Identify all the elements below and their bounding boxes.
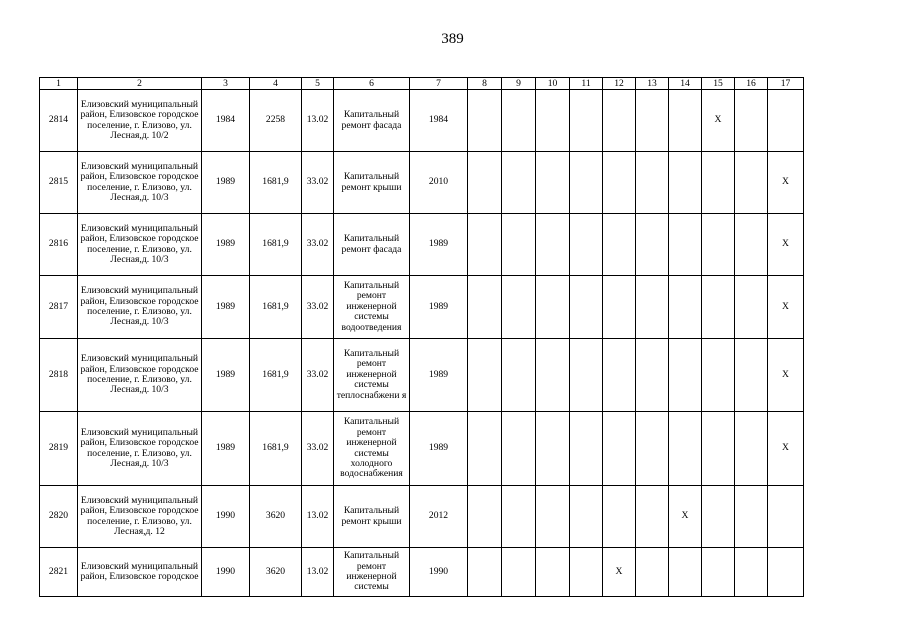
empty-cell [536,486,570,548]
empty-cell [536,152,570,214]
empty-cell [735,486,768,548]
row-number-cell: 2817 [40,276,78,339]
year-cell: 1990 [410,548,468,597]
row-number-cell: 2818 [40,339,78,412]
empty-cell [669,548,702,597]
empty-cell [735,214,768,276]
work-type-cell: Капитальный ремонт фасада [334,214,410,276]
empty-cell [536,276,570,339]
empty-cell [702,412,735,486]
empty-cell [603,339,636,412]
empty-cell [570,339,603,412]
area-cell: 1681,9 [250,152,302,214]
row-number-cell: 2815 [40,152,78,214]
year-cell: 1984 [410,90,468,152]
mark-cell: Х [603,548,636,597]
work-type-cell: Капитальный ремонт крыши [334,152,410,214]
row-number-cell: 2816 [40,214,78,276]
year-built-cell: 1989 [202,214,250,276]
row-number-cell: 2814 [40,90,78,152]
area-cell: 3620 [250,486,302,548]
column-number: 3 [202,78,250,90]
year-built-cell: 1989 [202,412,250,486]
empty-cell [636,339,669,412]
column-number: 6 [334,78,410,90]
empty-cell [570,548,603,597]
empty-cell [502,548,536,597]
work-type-cell: Капитальный ремонт инженерной системы водоотведения [334,276,410,339]
area-cell: 1681,9 [250,412,302,486]
empty-cell [536,214,570,276]
mark-cell: Х [768,412,804,486]
table-row [40,276,804,339]
empty-cell [768,90,804,152]
empty-cell [669,90,702,152]
area-cell: 1681,9 [250,276,302,339]
year-built-cell: 1989 [202,152,250,214]
column-number: 11 [570,78,603,90]
empty-cell [502,486,536,548]
address-cell: Елизовский муниципальный район, Елизовское городское поселение, г. Елизово, ул. Лесная,д. 10/3 [78,214,202,276]
row-number-cell: 2819 [40,412,78,486]
empty-cell [468,548,502,597]
empty-cell [603,214,636,276]
work-type-cell: Капитальный ремонт крыши [334,486,410,548]
empty-cell [636,152,669,214]
empty-cell [603,276,636,339]
year-cell: 2012 [410,486,468,548]
empty-cell [502,214,536,276]
column-number: 5 [302,78,334,90]
code-cell: 33.02 [302,412,334,486]
address-cell: Елизовский муниципальный район, Елизовское городское поселение, г. Елизово, ул. Лесная,д. 12 [78,486,202,548]
empty-cell [468,214,502,276]
code-cell: 33.02 [302,152,334,214]
work-type-cell: Капитальный ремонт инженерной системы [334,548,410,597]
mark-cell: Х [768,214,804,276]
year-built-cell: 1984 [202,90,250,152]
column-number: 4 [250,78,302,90]
column-number: 12 [603,78,636,90]
address-cell: Елизовский муниципальный район, Елизовское городское поселение, г. Елизово, ул. Лесная,д. 10/2 [78,90,202,152]
mark-cell: Х [702,90,735,152]
address-cell: Елизовский муниципальный район, Елизовское городское поселение, г. Елизово, ул. Лесная,д. 10/3 [78,339,202,412]
column-number: 15 [702,78,735,90]
column-number: 7 [410,78,468,90]
year-built-cell: 1989 [202,276,250,339]
column-number: 9 [502,78,536,90]
column-number: 16 [735,78,768,90]
year-built-cell: 1989 [202,339,250,412]
empty-cell [502,339,536,412]
year-cell: 1989 [410,339,468,412]
mark-cell: Х [768,276,804,339]
empty-cell [768,486,804,548]
table-row [40,486,804,548]
code-cell: 33.02 [302,339,334,412]
year-cell: 2010 [410,152,468,214]
area-cell: 3620 [250,548,302,597]
column-number: 13 [636,78,669,90]
address-cell: Елизовский муниципальный район, Елизовское городское поселение, г. Елизово, ул. Лесная,д. 10/3 [78,152,202,214]
empty-cell [536,412,570,486]
empty-cell [735,548,768,597]
empty-cell [570,276,603,339]
empty-cell [669,412,702,486]
empty-cell [735,276,768,339]
empty-cell [669,276,702,339]
table-row [40,152,804,214]
empty-cell [570,90,603,152]
empty-cell [468,152,502,214]
empty-cell [468,90,502,152]
code-cell: 13.02 [302,548,334,597]
work-type-cell: Капитальный ремонт фасада [334,90,410,152]
mark-cell: Х [768,152,804,214]
empty-cell [702,152,735,214]
work-type-cell: Капитальный ремонт инженерной системы холодного водоснабжения [334,412,410,486]
empty-cell [603,486,636,548]
empty-cell [669,339,702,412]
table-row [40,548,804,597]
empty-cell [636,548,669,597]
empty-cell [536,548,570,597]
column-number: 1 [40,78,78,90]
area-cell: 1681,9 [250,339,302,412]
empty-cell [468,412,502,486]
empty-cell [468,486,502,548]
area-cell: 2258 [250,90,302,152]
column-number-row [40,78,804,90]
address-cell: Елизовский муниципальный район, Елизовское городское поселение, г. Елизово, ул. Лесная,д. 10/3 [78,412,202,486]
code-cell: 33.02 [302,276,334,339]
register-table [39,77,804,597]
row-number-cell: 2821 [40,548,78,597]
empty-cell [570,412,603,486]
empty-cell [502,152,536,214]
empty-cell [536,339,570,412]
empty-cell [502,412,536,486]
table-body [40,78,804,597]
empty-cell [536,90,570,152]
table-row [40,412,804,486]
empty-cell [603,412,636,486]
empty-cell [669,214,702,276]
year-built-cell: 1990 [202,486,250,548]
empty-cell [702,339,735,412]
empty-cell [702,214,735,276]
area-cell: 1681,9 [250,214,302,276]
empty-cell [735,90,768,152]
empty-cell [702,486,735,548]
column-number: 17 [768,78,804,90]
table-row [40,214,804,276]
column-number: 10 [536,78,570,90]
empty-cell [636,276,669,339]
address-cell: Елизовский муниципальный район, Елизовское городское [78,548,202,597]
address-cell: Елизовский муниципальный район, Елизовское городское поселение, г. Елизово, ул. Лесная,д. 10/3 [78,276,202,339]
empty-cell [768,548,804,597]
year-cell: 1989 [410,412,468,486]
empty-cell [636,90,669,152]
table-row [40,339,804,412]
empty-cell [735,152,768,214]
table-row [40,90,804,152]
empty-cell [636,214,669,276]
empty-cell [735,412,768,486]
mark-cell: Х [768,339,804,412]
empty-cell [603,90,636,152]
page-number: 389 [441,31,464,47]
empty-cell [702,548,735,597]
empty-cell [702,276,735,339]
empty-cell [570,214,603,276]
empty-cell [570,486,603,548]
empty-cell [570,152,603,214]
code-cell: 33.02 [302,214,334,276]
empty-cell [603,152,636,214]
row-number-cell: 2820 [40,486,78,548]
column-number: 8 [468,78,502,90]
year-built-cell: 1990 [202,548,250,597]
empty-cell [468,339,502,412]
empty-cell [636,486,669,548]
empty-cell [669,152,702,214]
empty-cell [735,339,768,412]
empty-cell [636,412,669,486]
empty-cell [502,276,536,339]
code-cell: 13.02 [302,486,334,548]
code-cell: 13.02 [302,90,334,152]
mark-cell: Х [669,486,702,548]
empty-cell [502,90,536,152]
column-number: 2 [78,78,202,90]
work-type-cell: Капитальный ремонт инженерной системы теплоснабжени я [334,339,410,412]
year-cell: 1989 [410,214,468,276]
year-cell: 1989 [410,276,468,339]
empty-cell [468,276,502,339]
column-number: 14 [669,78,702,90]
